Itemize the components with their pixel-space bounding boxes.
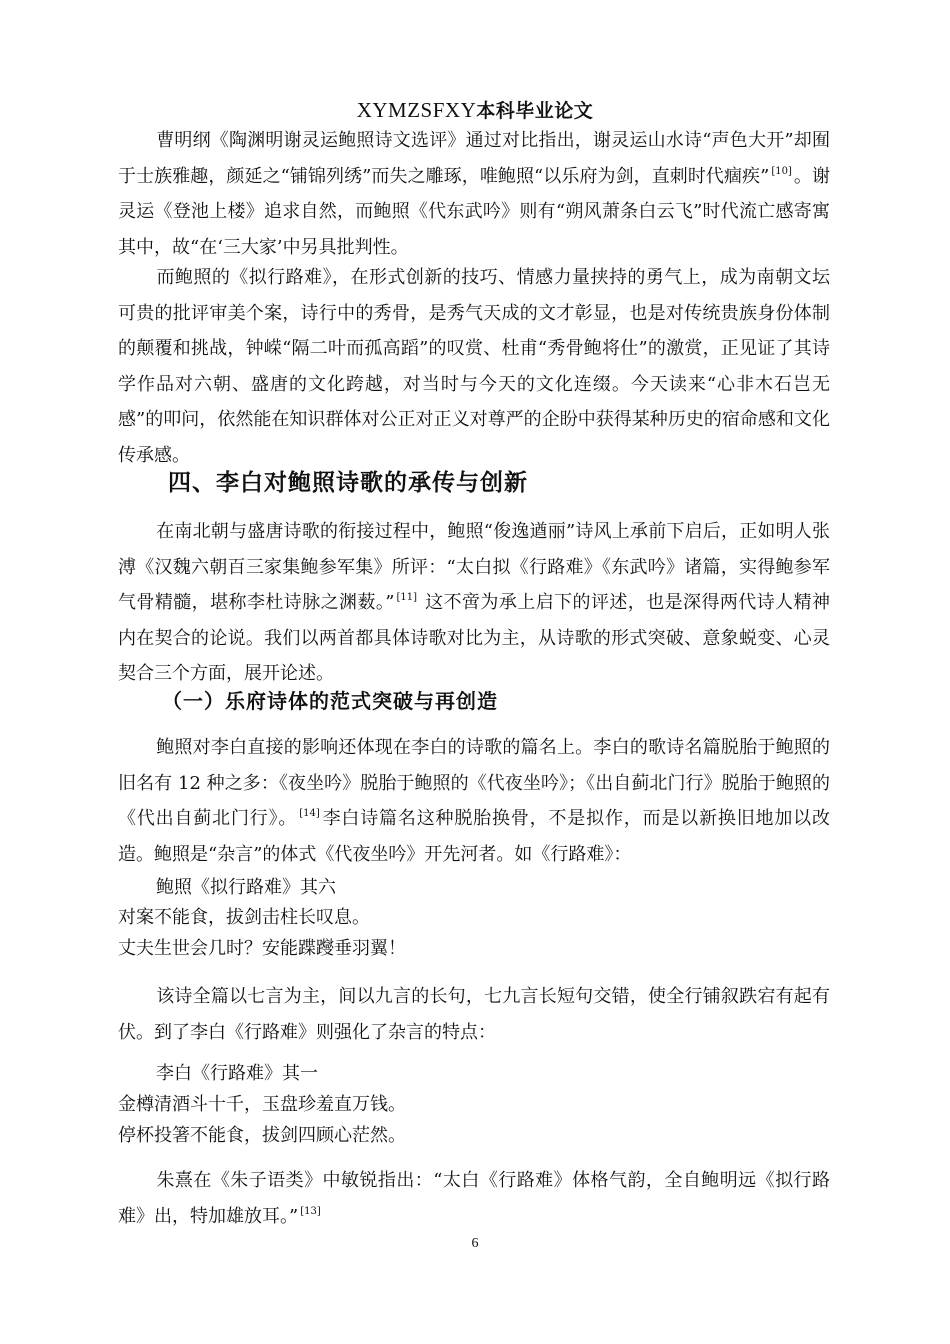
header-code: XYMZSFXY bbox=[356, 98, 477, 122]
paragraph-3 bbox=[118, 514, 830, 692]
citation-10: [10] bbox=[771, 165, 792, 177]
paragraph-1 bbox=[118, 123, 830, 265]
subsection-1-heading: （一）乐府诗体的范式突破与再创造 bbox=[162, 689, 498, 713]
paragraph-5 bbox=[118, 979, 830, 1050]
citation-14: [14] bbox=[299, 808, 320, 819]
page-number: 6 bbox=[471, 1236, 479, 1251]
paragraph-1-text-b: 。谢灵运《登池上楼》追求自然，而鲍照《代东武吟》则有“朔风萧条白云飞”时代流亡感寄寓其中，故“在‘三大家’中另具批判性。 bbox=[118, 165, 830, 258]
page-header bbox=[0, 96, 950, 125]
poem-1-title: 鲍照《拟行路难》其六 bbox=[156, 877, 336, 898]
paragraph-4-text-b: 李白诗篇名这种脱胎换骨，不是拟作，而是以新换旧地加以改造。鲍照是“杂言”的体式《代夜坐吟》开先河者。如《行路难》： bbox=[118, 808, 830, 865]
paragraph-4 bbox=[118, 730, 830, 872]
citation-11: [11] bbox=[396, 592, 418, 603]
paragraph-4-text-a: 鲍照对李白直接的影响还体现在李白的诗歌的篇名上。李白的歌诗名篇脱胎于鲍照的旧名有 12 种之多：《夜坐吟》脱胎于鲍照的《代夜坐吟》；《出自蓟北门行》脱胎于鲍照的《代出自蓟北门行》。 bbox=[118, 737, 830, 829]
header-label: 本科毕业论文 bbox=[476, 100, 594, 122]
paragraph-3-text-b: 这不啻为承上启下的评述，也是深得两代诗人精神内在契合的论说。我们以两首都具体诗歌对比为主，从诗歌的形式突破、意象蜕变、心灵契合三个方面，展开论述。 bbox=[118, 592, 830, 684]
paragraph-1-text-a: 曹明纲《陶渊明谢灵运鲍照诗文选评》通过对比指出，谢灵运山水诗“声色大开”却囿于士族雅趣，颜延之“铺锦列绣”而失之雕琢，唯鲍照“以乐府为剑，直刺时代痼疾” bbox=[118, 130, 830, 187]
poem-2-line-1: 金樽清酒斗十千，玉盘珍羞直万钱。 bbox=[118, 1094, 406, 1115]
section-4-heading: 四、李白对鲍照诗歌的承传与创新 bbox=[168, 470, 528, 496]
paragraph-2-text: 而鲍照的《拟行路难》，在形式创新的技巧、情感力量挟持的勇气上，成为南朝文坛可贵的批评审美个案，诗行中的秀骨，是秀气天成的文才彰显，也是对传统贵族身份体制的颠覆和挑战，钟嵘“隔二叶而孤高蹈”的叹赏、杜甫“秀骨鲍将仕”的激赏，正见证了其诗学作品对六朝、盛唐的文化跨越，对当时与今天的文化连缀。今天读来“心非木石岂无感”的叩问，依然能在知识群体对公正对正义对尊严的企盼中获得某种历史的宿命感和文化传承感。 bbox=[118, 267, 830, 466]
citation-13: [13] bbox=[300, 1205, 321, 1217]
paragraph-3-text-a: 在南北朝与盛唐诗歌的衔接过程中，鲍照“俊逸遒丽”诗风上承前下启后，正如明人张溥《汉魏六朝百三家集鲍参军集》所评：“太白拟《行路难》《东武吟》诸篇，实得鲍参军气骨精髓，堪称李杜诗脉之渊薮。” bbox=[118, 521, 830, 613]
paragraph-6 bbox=[118, 1163, 830, 1234]
paragraph-5-text: 该诗全篇以七言为主，间以九言的长句，七九言长短句交错，使全行铺叙跌宕有起有伏。到了李白《行路难》则强化了杂言的特点： bbox=[118, 986, 830, 1043]
poem-2-title: 李白《行路难》其一 bbox=[156, 1063, 318, 1084]
paragraph-2 bbox=[118, 260, 830, 473]
poem-1-line-2: 丈夫生世会几时？安能蹀躞垂羽翼！ bbox=[118, 938, 406, 959]
poem-2-line-2: 停杯投箸不能食，拔剑四顾心茫然。 bbox=[118, 1125, 406, 1146]
poem-1-line-1: 对案不能食，拔剑击柱长叹息。 bbox=[118, 907, 370, 928]
paragraph-6-text: 朱熹在《朱子语类》中敏锐指出：“太白《行路难》体格气韵，全自鲍明远《拟行路难》出，特加雄放耳。” bbox=[118, 1170, 830, 1227]
